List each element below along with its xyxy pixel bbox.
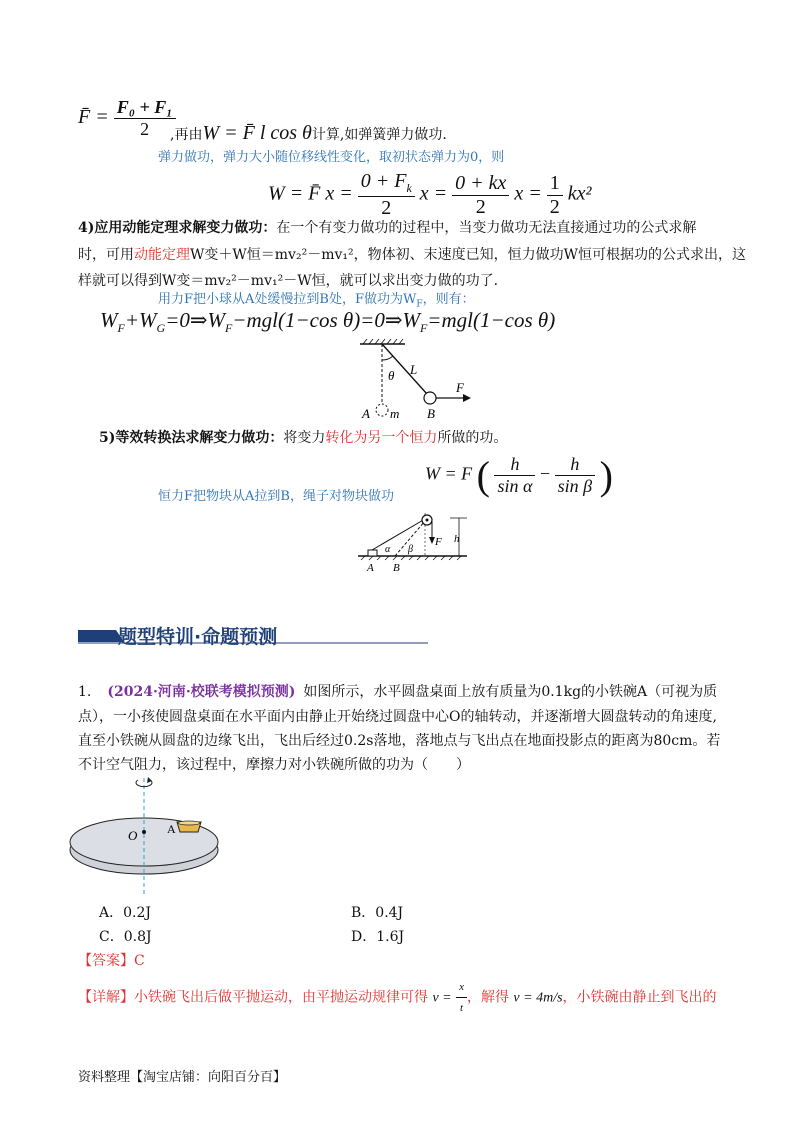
method5-text-a: 将变力: [283, 430, 326, 446]
method4-line2-b: W变＋W恒＝mv₂²－mv₁²，物体初、末速度已知，恒力做功W恒可根据功的公式求出，这: [190, 247, 746, 263]
spring-frac-2-den: 2: [475, 195, 486, 218]
theta-label: θ: [388, 368, 395, 383]
rope-formula: [425, 452, 613, 499]
spring-frac-2: [452, 172, 509, 219]
spring-frac-1-den: 2: [381, 197, 392, 219]
section-title: 题型特训·命题预测: [118, 626, 278, 648]
spring-frac-1-num: 0 + F: [360, 170, 407, 192]
pendulum-formula: [100, 308, 555, 336]
pf-part-3: G: [156, 321, 166, 336]
spring-frac-2-num: 0 + kx: [452, 172, 509, 196]
pendulum-note-text: 用力F把小球从A处缓慢拉到B处，F做功为W: [158, 292, 417, 307]
rope-note: 恒力F把物块从A拉到B，绳子对物块做功: [158, 489, 394, 504]
rope-frac-1: [494, 454, 535, 497]
pendulum-note-tail: ，则有：: [422, 292, 475, 307]
detail-v: v =: [432, 990, 452, 1006]
method5-text-b: 所做的功。: [437, 430, 508, 446]
work-formula: W = F̄ l cos θ: [202, 122, 312, 144]
method4-line2: [78, 245, 746, 265]
detail-text-c: ，小铁碗由静止到飞出的: [562, 989, 717, 1006]
spring-formula-mid2: x =: [514, 182, 542, 205]
rope-formula-lparen: (: [476, 453, 490, 498]
height-label: h: [454, 533, 460, 545]
alpha-label: α: [385, 544, 391, 555]
theta-arc: [382, 356, 393, 360]
question-line1: [78, 682, 717, 702]
spring-note: 弹力做功，弹力大小随位移线性变化，取初状态弹力为0，则: [158, 150, 505, 165]
question-line3: 直至小铁碗从圆盘的边缘飞出，飞出后经过0.2s落地，落地点与飞出点在地面投影点的距离为80cm。若: [78, 733, 721, 749]
rope-formula-lhs: W = F: [425, 463, 473, 484]
pf-part-4: =0⇒W: [165, 308, 225, 332]
mass-label: m: [390, 406, 400, 421]
method4-line1-text: 在一个有变力做功的过程中，当变力做功无法直接通过功的公式求解: [276, 220, 697, 236]
pendulum-diagram: [355, 338, 485, 423]
point-a-label: A: [362, 406, 370, 421]
option-b[interactable]: B．0.4J: [351, 905, 404, 921]
rotation-arrowhead: [147, 777, 152, 783]
answer-line: [78, 951, 145, 971]
spring-frac-3: [547, 172, 563, 219]
rope-point-b-label: B: [393, 562, 400, 574]
avg-force-fraction: [114, 97, 176, 140]
avg-force-lhs: F̄ =: [78, 106, 109, 129]
pf-part-5: F: [224, 321, 233, 336]
rope-formula-rparen: ): [599, 453, 613, 498]
center-o-label: O: [128, 828, 138, 843]
question-source: (2024·河南·校联考模拟预测): [107, 684, 296, 700]
spring-formula: [268, 170, 592, 220]
rope-formula-minus: −: [539, 463, 551, 484]
detail-text-a: 小铁碗飞出后做平抛运动，由平抛运动规律可得: [134, 989, 428, 1006]
bowl-a-label: A: [167, 822, 176, 836]
detail-result: v = 4m/s: [513, 990, 563, 1006]
ball-position-b: [424, 392, 436, 404]
pf-part-6: −mgl(1−cos θ)=0⇒W: [232, 308, 420, 332]
ceiling-hatch: [363, 339, 403, 344]
spring-frac-3-num: 1: [547, 172, 563, 196]
point-b-label: B: [427, 406, 435, 421]
rope-frac-2-num: h: [555, 454, 595, 476]
avg-force-tail-prefix: ,再由: [170, 127, 203, 143]
rope-pulley-diagram: [355, 510, 475, 575]
rope-frac-1-den: sin α: [497, 476, 533, 496]
detail-line: [78, 977, 717, 1018]
rope-frac-2-den: sin β: [557, 476, 593, 496]
pf-part-1: F: [117, 321, 125, 336]
center-point: [142, 830, 146, 834]
spring-formula-lhs: W = F̄ x =: [268, 182, 353, 205]
method4-heading: 4)应用动能定理求解变力做功：: [78, 220, 277, 236]
spring-formula-tail: kx²: [567, 182, 592, 205]
avg-force-tail-suffix: 计算,如弹簧弹力做功.: [311, 127, 447, 143]
beta-label: β: [408, 544, 413, 555]
detail-frac-num: x: [456, 977, 467, 998]
length-label: L: [410, 362, 418, 377]
detail-tag: 【详解】: [78, 989, 134, 1006]
rope-line-a: [372, 519, 425, 550]
method4-line1: [78, 218, 696, 238]
question-number: 1.: [78, 684, 92, 700]
detail-frac-den: t: [459, 1002, 464, 1014]
option-c[interactable]: C．0.8J: [99, 929, 152, 945]
method4-line3: 样就可以得到W变＝mv₂²－mv₁²－W恒，就可以求出变力做的功了．: [78, 273, 508, 289]
section-header: [78, 622, 428, 648]
ball-position-a: [376, 404, 388, 416]
pf-part-8: =mgl(1−cos θ): [427, 308, 556, 332]
avg-force-num: F₀ + F₁: [114, 97, 176, 119]
spring-formula-mid1: x =: [419, 182, 448, 205]
spring-frac-1: [358, 170, 415, 220]
method5-heading: 5)等效转换法求解变力做功：: [99, 430, 284, 446]
force-arrowhead: [463, 394, 471, 402]
rotating-disk-diagram: [68, 770, 228, 900]
rope-force-label: F: [435, 536, 442, 548]
avg-force-tail: [170, 123, 447, 145]
pendulum-note-sub: F: [416, 299, 423, 310]
method4-line2-a: 时，可用: [78, 247, 134, 263]
method5-line: [99, 428, 507, 448]
method4-red-term: 动能定理: [134, 247, 190, 263]
pulley-center: [426, 519, 429, 522]
question-line4: 不计空气阻力，该过程中，摩擦力对小铁碗所做的功为（ ）: [78, 757, 470, 773]
answer-tag: 【答案】: [78, 953, 134, 969]
spring-frac-3-den: 2: [549, 195, 560, 218]
question-line1-text: 如图所示，水平圆盘桌面上放有质量为0.1kg的小铁碗A（可视为质: [303, 684, 718, 700]
block: [368, 550, 377, 556]
pf-part-7: F: [419, 321, 428, 336]
rope-frac-1-num: h: [494, 454, 535, 476]
avg-force-formula: [78, 97, 176, 140]
answer-value: C: [134, 953, 145, 969]
option-a[interactable]: A．0.2J: [99, 905, 151, 921]
footer-text: 资料整理【淘宝店铺：向阳百分百】: [78, 1070, 287, 1085]
detail-fraction: [456, 977, 467, 1018]
question-line2: 点），一小孩使圆盘桌面在水平面内由静止开始绕过圆盘中心O的轴转动，并逐渐增大圆盘转动的角速度,: [78, 709, 717, 725]
spring-frac-1-sub: k: [406, 181, 412, 195]
option-d[interactable]: D．1.6J: [351, 929, 405, 945]
rope-frac-2: [555, 454, 595, 497]
method5-red-term: 转化为另一个恒力: [325, 430, 438, 446]
force-label: F: [456, 380, 464, 395]
rope-point-a-label: A: [367, 562, 374, 574]
pf-part-2: +W: [124, 308, 157, 332]
iron-bowl-rim: [178, 821, 200, 825]
detail-text-b: ，解得: [466, 989, 509, 1006]
avg-force-den: 2: [140, 119, 150, 139]
pf-part-0: W: [100, 308, 118, 332]
